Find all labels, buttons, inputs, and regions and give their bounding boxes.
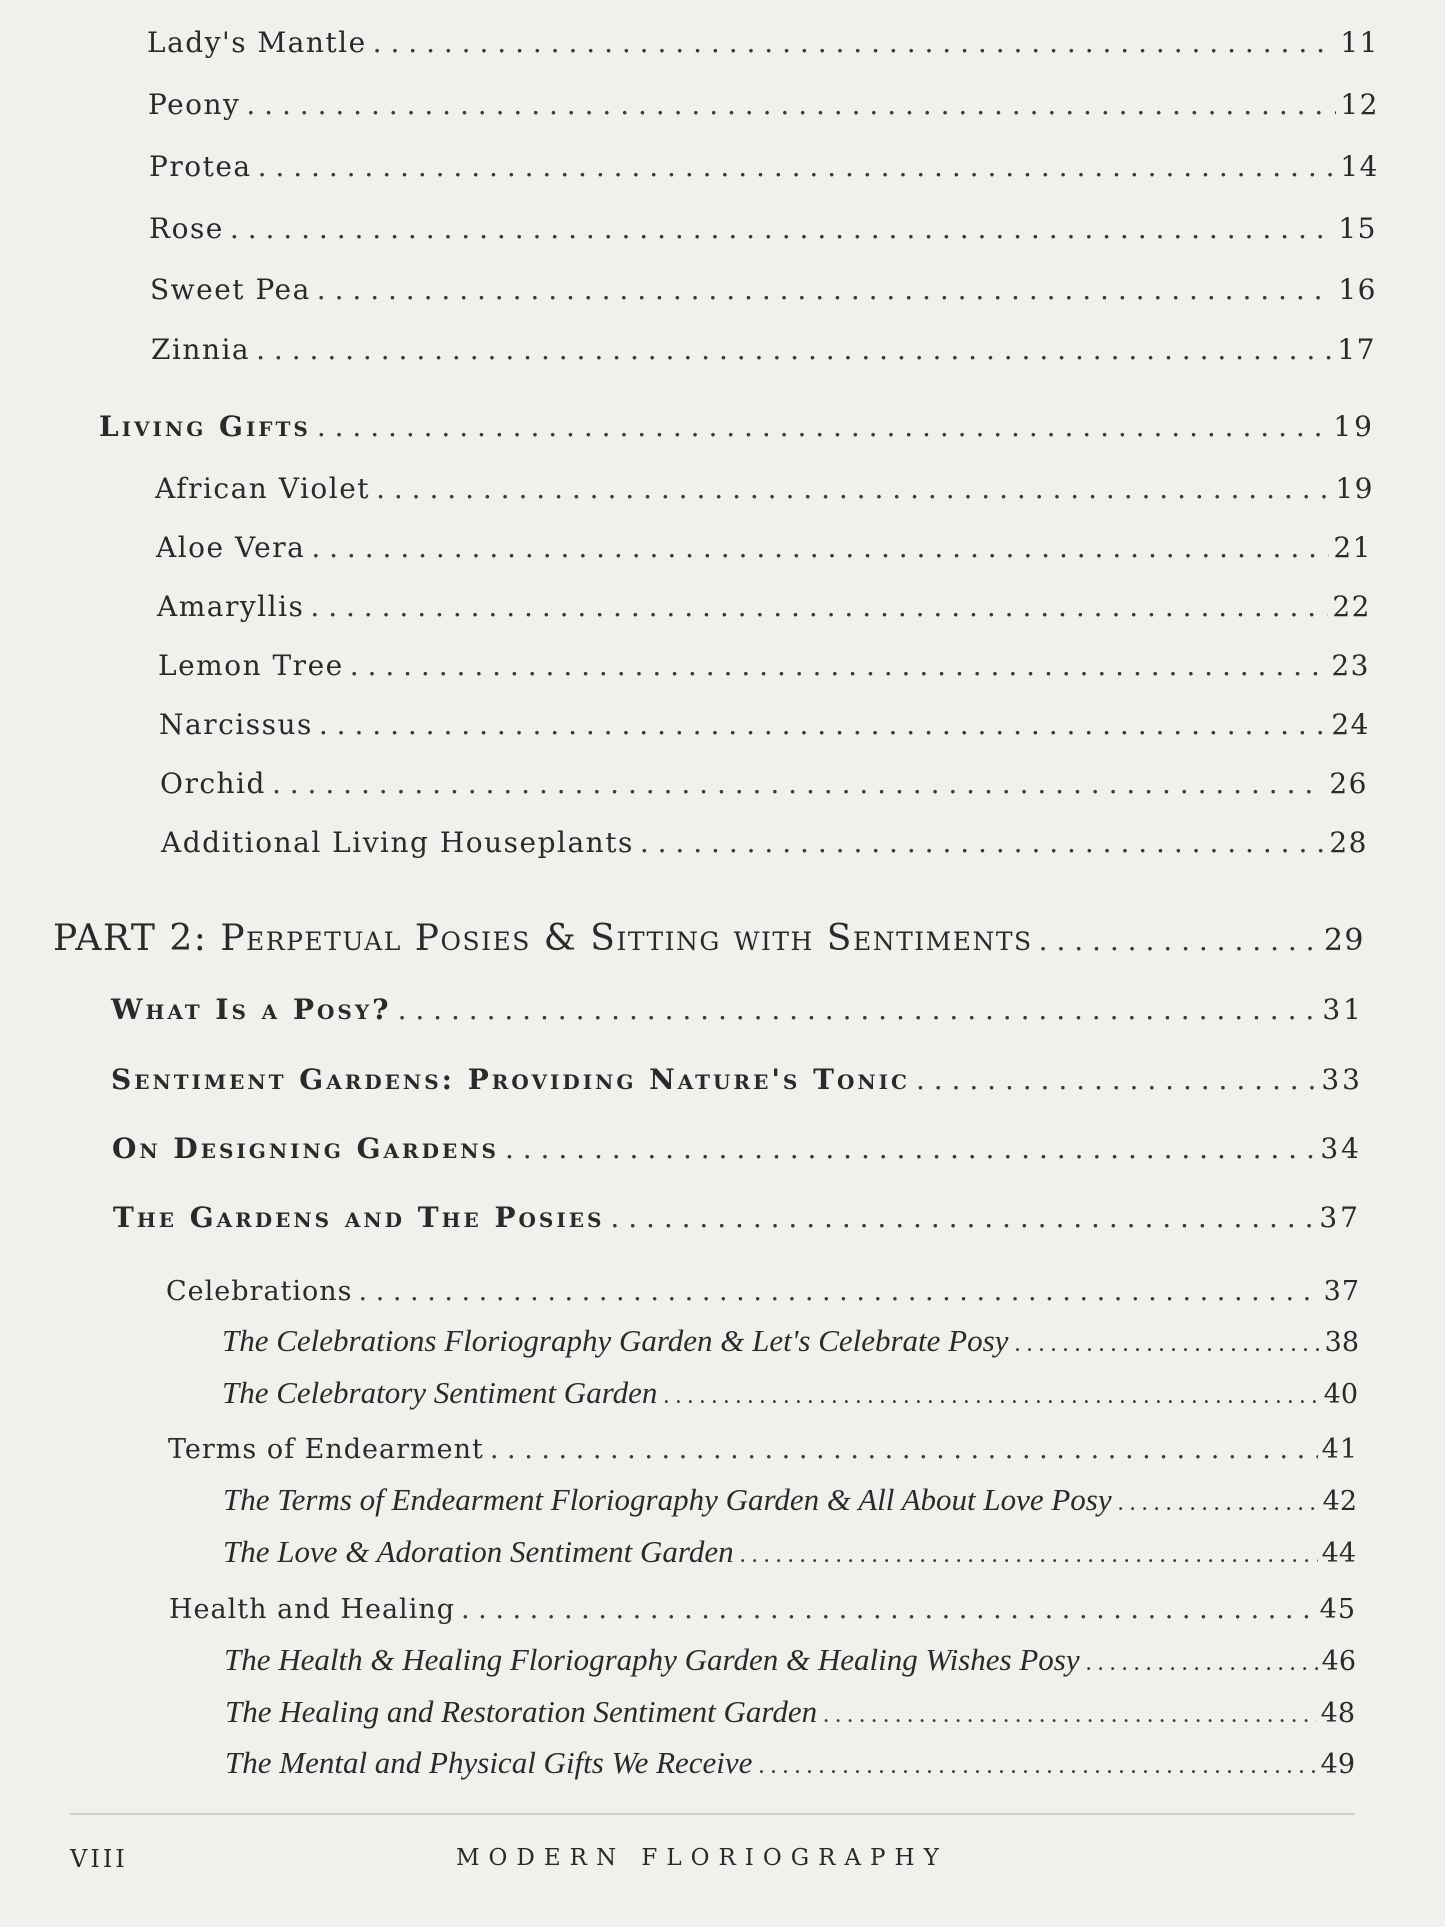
toc-entry-title: Protea (149, 150, 252, 183)
dot-leader (230, 212, 1334, 245)
toc-garden-title: The Celebratory Sentiment Garden (222, 1375, 658, 1410)
toc-entry-title: Additional Living Houseplants (161, 826, 634, 859)
toc-garden-title: The Mental and Physical Gifts We Receive (225, 1745, 753, 1780)
toc-section (112, 1132, 1362, 1165)
dot-leader (258, 150, 1337, 183)
toc-garden-page: 38 (1324, 1327, 1359, 1358)
toc-entry (155, 472, 1374, 505)
toc-entry-page: 21 (1333, 531, 1372, 564)
toc-garden-entry (224, 1642, 1356, 1678)
toc-section-page: 33 (1321, 1063, 1363, 1096)
footer-rule (70, 1813, 1355, 1815)
toc-subsection (168, 1434, 1358, 1465)
toc-garden-page: 42 (1322, 1486, 1357, 1517)
page-number: VIII (70, 1845, 128, 1873)
toc-section (111, 1063, 1363, 1096)
toc-part-page: 29 (1323, 923, 1365, 958)
dot-leader (916, 1063, 1317, 1096)
dot-leader (317, 410, 1330, 443)
toc-entry-title: Narcissus (159, 708, 313, 741)
toc-entry-page: 17 (1337, 333, 1376, 366)
toc-entry (158, 649, 1370, 682)
toc-entry-page: 24 (1331, 708, 1370, 741)
toc-garden-entry (222, 1375, 1358, 1411)
toc-garden-title: The Celebrations Floriography Garden & Let's Celebrate Posy (222, 1323, 1009, 1358)
toc-garden-entry (223, 1534, 1356, 1570)
toc-subsection-page: 37 (1323, 1276, 1360, 1307)
toc-entry (160, 767, 1368, 800)
dot-leader (640, 826, 1326, 859)
toc-section-page: 37 (1319, 1201, 1361, 1234)
dot-leader (359, 1276, 1320, 1307)
toc-section-page: 31 (1322, 993, 1364, 1026)
dot-leader (1118, 1490, 1319, 1517)
dot-leader (1086, 1650, 1318, 1677)
toc-entry-page: 16 (1338, 273, 1377, 306)
toc-subsection-title: Health and Healing (169, 1594, 455, 1625)
toc-garden-entry (225, 1694, 1355, 1730)
toc-entry-title: Lemon Tree (158, 649, 344, 682)
toc-garden-page: 40 (1323, 1379, 1358, 1410)
toc-entry-title: Zinnia (151, 333, 251, 366)
toc-garden-page: 46 (1321, 1646, 1356, 1677)
toc-garden-page: 49 (1320, 1749, 1355, 1780)
dot-leader (350, 649, 1328, 682)
toc-entry-title: Sweet Pea (150, 273, 311, 306)
dot-leader (740, 1542, 1318, 1569)
dot-leader (490, 1434, 1318, 1465)
toc-garden-page: 48 (1320, 1698, 1355, 1729)
toc-garden-entry (225, 1745, 1355, 1781)
dot-leader (823, 1702, 1317, 1729)
dot-leader (272, 767, 1325, 800)
toc-entry (150, 273, 1377, 306)
toc-section-page: 34 (1320, 1132, 1362, 1165)
toc-entry-title: Aloe Vera (156, 531, 306, 564)
toc-entry-title: Peony (148, 88, 241, 121)
toc-subsection-page: 45 (1319, 1594, 1356, 1625)
toc-section-title: Sentiment Gardens: Providing Nature's Tonic (111, 1063, 910, 1096)
dot-leader (310, 590, 1328, 623)
toc-section (113, 1201, 1361, 1234)
toc-section-title: The Gardens and The Posies (113, 1201, 605, 1234)
toc-garden-entry (223, 1482, 1357, 1518)
dot-leader (317, 273, 1335, 306)
toc-subsection-title: Terms of Endearment (168, 1434, 484, 1465)
dot-leader (461, 1594, 1316, 1625)
toc-entry-title: Lady's Mantle (147, 26, 367, 59)
toc-entry (148, 88, 1379, 121)
toc-entry-title: Amaryllis (157, 590, 305, 623)
toc-section (111, 993, 1364, 1026)
dot-leader (1039, 924, 1320, 957)
toc-entry (156, 531, 1372, 564)
toc-entry-page: 11 (1340, 26, 1379, 59)
dot-leader (373, 26, 1337, 59)
toc-entry (161, 826, 1368, 859)
toc-section (99, 410, 1375, 443)
dot-leader (1014, 1331, 1320, 1358)
toc-subsection-page: 41 (1321, 1434, 1358, 1465)
dot-leader (256, 333, 1333, 366)
toc-entry (159, 708, 1370, 741)
toc-entry (157, 590, 1371, 623)
toc-section-title: On Designing Gardens (112, 1132, 499, 1165)
dot-leader (311, 531, 1329, 564)
dot-leader (758, 1753, 1316, 1780)
toc-entry-page: 23 (1331, 649, 1370, 682)
toc-part-title: PART 2: Perpetual Posies & Sitting with Sentiments (53, 918, 1033, 959)
toc-subsection (166, 1276, 1360, 1307)
dot-leader (246, 88, 1336, 121)
toc-section-title: What Is a Posy? (111, 993, 392, 1026)
toc-entry (147, 26, 1379, 59)
toc-entry (149, 212, 1377, 245)
toc-subsection (169, 1594, 1356, 1625)
toc-entry-page: 22 (1332, 590, 1371, 623)
toc-entry (151, 333, 1376, 366)
toc-section-page: 19 (1333, 410, 1375, 443)
toc-entry-page: 19 (1335, 472, 1374, 505)
toc-entry-page: 26 (1329, 767, 1368, 800)
toc-subsection-title: Celebrations (166, 1276, 353, 1307)
dot-leader (663, 1383, 1319, 1410)
toc-entry-page: 15 (1338, 212, 1377, 245)
toc-entry (149, 150, 1379, 183)
toc-section-title: Living Gifts (99, 410, 311, 443)
toc-entry-title: African Violet (155, 472, 371, 505)
running-title: MODERN FLORIOGRAPHY (456, 1845, 948, 1871)
toc-entry-page: 12 (1340, 88, 1379, 121)
dot-leader (398, 993, 1319, 1026)
toc-entry-title: Orchid (160, 767, 266, 800)
dot-leader (376, 472, 1331, 505)
dot-leader (505, 1132, 1316, 1165)
toc-entry-page: 28 (1329, 826, 1368, 859)
toc-entry-title: Rose (149, 212, 224, 245)
toc-garden-entry (222, 1323, 1359, 1359)
dot-leader (610, 1201, 1315, 1234)
toc-garden-title: The Terms of Endearment Floriography Garden & All About Love Posy (223, 1482, 1112, 1517)
toc-garden-title: The Healing and Restoration Sentiment Garden (225, 1694, 818, 1729)
dot-leader (319, 708, 1328, 741)
toc-garden-title: The Love & Adoration Sentiment Garden (223, 1534, 734, 1569)
toc-entry-page: 14 (1340, 150, 1379, 183)
toc-garden-page: 44 (1321, 1538, 1356, 1569)
toc-garden-title: The Health & Healing Floriography Garden & Healing Wishes Posy (224, 1642, 1080, 1677)
toc-part-heading (53, 918, 1365, 959)
